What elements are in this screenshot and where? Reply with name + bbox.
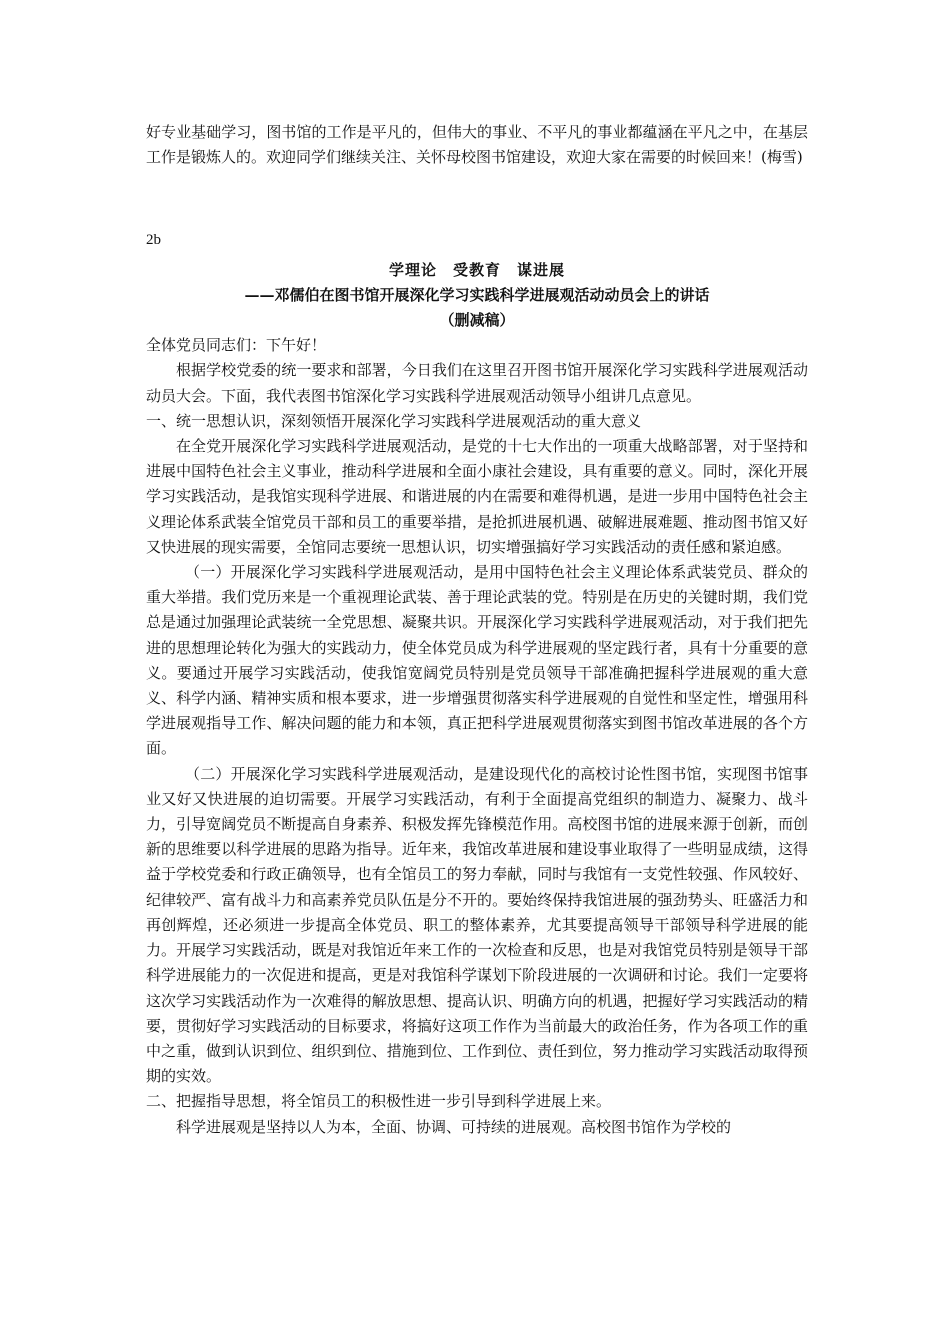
intro-paragraph: 好专业基础学习，图书馆的工作是平凡的，但伟大的事业、不平凡的事业都蕴涵在平凡之中，在基层工作是锻炼人的。欢迎同学们继续关注、关怀母校图书馆建设，欢迎大家在需要的时候回来！(梅雪) <box>146 123 808 167</box>
section-heading-2: 二、把握指导思想，将全馆员工的积极性进一步引导到科学进展上来。 <box>146 1092 612 1111</box>
edition-note: （删减稿） <box>439 311 515 330</box>
paragraph-1: 根据学校党委的统一要求和部署，今日我们在这里召开图书馆开展深化学习实践科学进展观活动动员大会。下面，我代表图书馆深化学习实践科学进展观活动领导小组讲几点意见。 <box>146 361 808 405</box>
section-heading-1: 一、统一思想认识，深刻领悟开展深化学习实践科学进展观活动的重大意义 <box>146 411 642 430</box>
paragraph-4: （二）开展深化学习实践科学进展观活动，是建设现代化的高校讨论性图书馆，实现图书馆事业又好又快进展的迫切需要。开展学习实践活动，有利于全面提高党组织的制造力、凝聚力、战斗力，引导宽阔党员不断提高自身素养、积极发挥先锋模范作用。高校图书馆的进展来源于创新，而创新的思维要以科学进展的思路为指导。近年来，我馆改革进展和建设事业取得了一些明显成绩，这得益于学校党委和行政正确领导，也有全馆员工的努力奉献，同时与我馆有一支党性较强、作风较好、纪律较严、富有战斗力和高素养党员队伍是分不开的。要始终保持我馆进展的强劲势头、旺盛活力和再创辉煌，还必须进一步提高全体党员、职工的整体素养，尤其要提高领导干部领导科学进展的能力。开展学习实践活动，既是对我馆近年来工作的一次检查和反思，也是对我馆党员特别是领导干部科学进展能力的一次促进和提高，更是对我馆科学谋划下阶段进展的一次调研和讨论。我们一定要将这次学习实践活动作为一次难得的解放思想、提高认识、明确方向的机遇，把握好学习实践活动的精要，贯彻好学习实践活动的目标要求，将搞好这项工作作为当前最大的政治任务，作为各项工作的重中之重，做到认识到位、组织到位、措施到位、工作到位、责任到位，努力推动学习实践活动取得预期的实效。 <box>146 764 808 1086</box>
salutation: 全体党员同志们：下午好！ <box>146 336 327 355</box>
paragraph-5: 科学进展观是坚持以人为本，全面、协调、可持续的进展观。高校图书馆作为学校的 <box>176 1117 732 1136</box>
spacer <box>146 170 808 218</box>
document-page <box>146 120 808 1140</box>
speech-subtitle: ——邓儒伯在图书馆开展深化学习实践科学进展观活动动员会上的讲话 <box>244 285 710 304</box>
paragraph-3: （一）开展深化学习实践科学进展观活动，是用中国特色社会主义理论体系武装党员、群众的重大举措。我们党历来是一个重视理论武装、善于理论武装的党。特别是在历史的关键时期，我们党总是通过加强理论武装统一全党思想、凝聚共识。开展深化学习实践科学进展观活动，对于我们把先进的思想理论转化为强大的实践动力，使全体党员成为科学进展观的坚定践行者，具有十分重要的意义。要通过开展学习实践活动，使我馆宽阔党员特别是党员领导干部准确把握科学进展观的重大意义、科学内涵、精神实质和根本要求，进一步增强贯彻落实科学进展观的自觉性和坚定性，增强用科学进展观指导工作、解决问题的能力和本领，真正把科学进展观贯彻落实到图书馆改革进展的各个方面。 <box>146 563 808 758</box>
speech-title: 学理论 受教育 谋进展 <box>388 260 565 279</box>
paragraph-2: 在全党开展深化学习实践科学进展观活动，是党的十七大作出的一项重大战略部署，对于坚持和进展中国特色社会主义事业，推动科学进展和全面小康社会建设，具有重要的意义。同时，深化开展学习实践活动，是我馆实现科学进展、和谐进展的内在需要和难得机遇，是进一步用中国特色社会主义理论体系武装全馆党员干部和员工的重要举措，是抢抓进展机遇、破解进展难题、推动图书馆又好又快进展的现实需要，全馆同志要统一思想认识，切实增强搞好学习实践活动的责任感和紧迫感。 <box>146 437 808 556</box>
section-label: 2b <box>146 232 161 249</box>
